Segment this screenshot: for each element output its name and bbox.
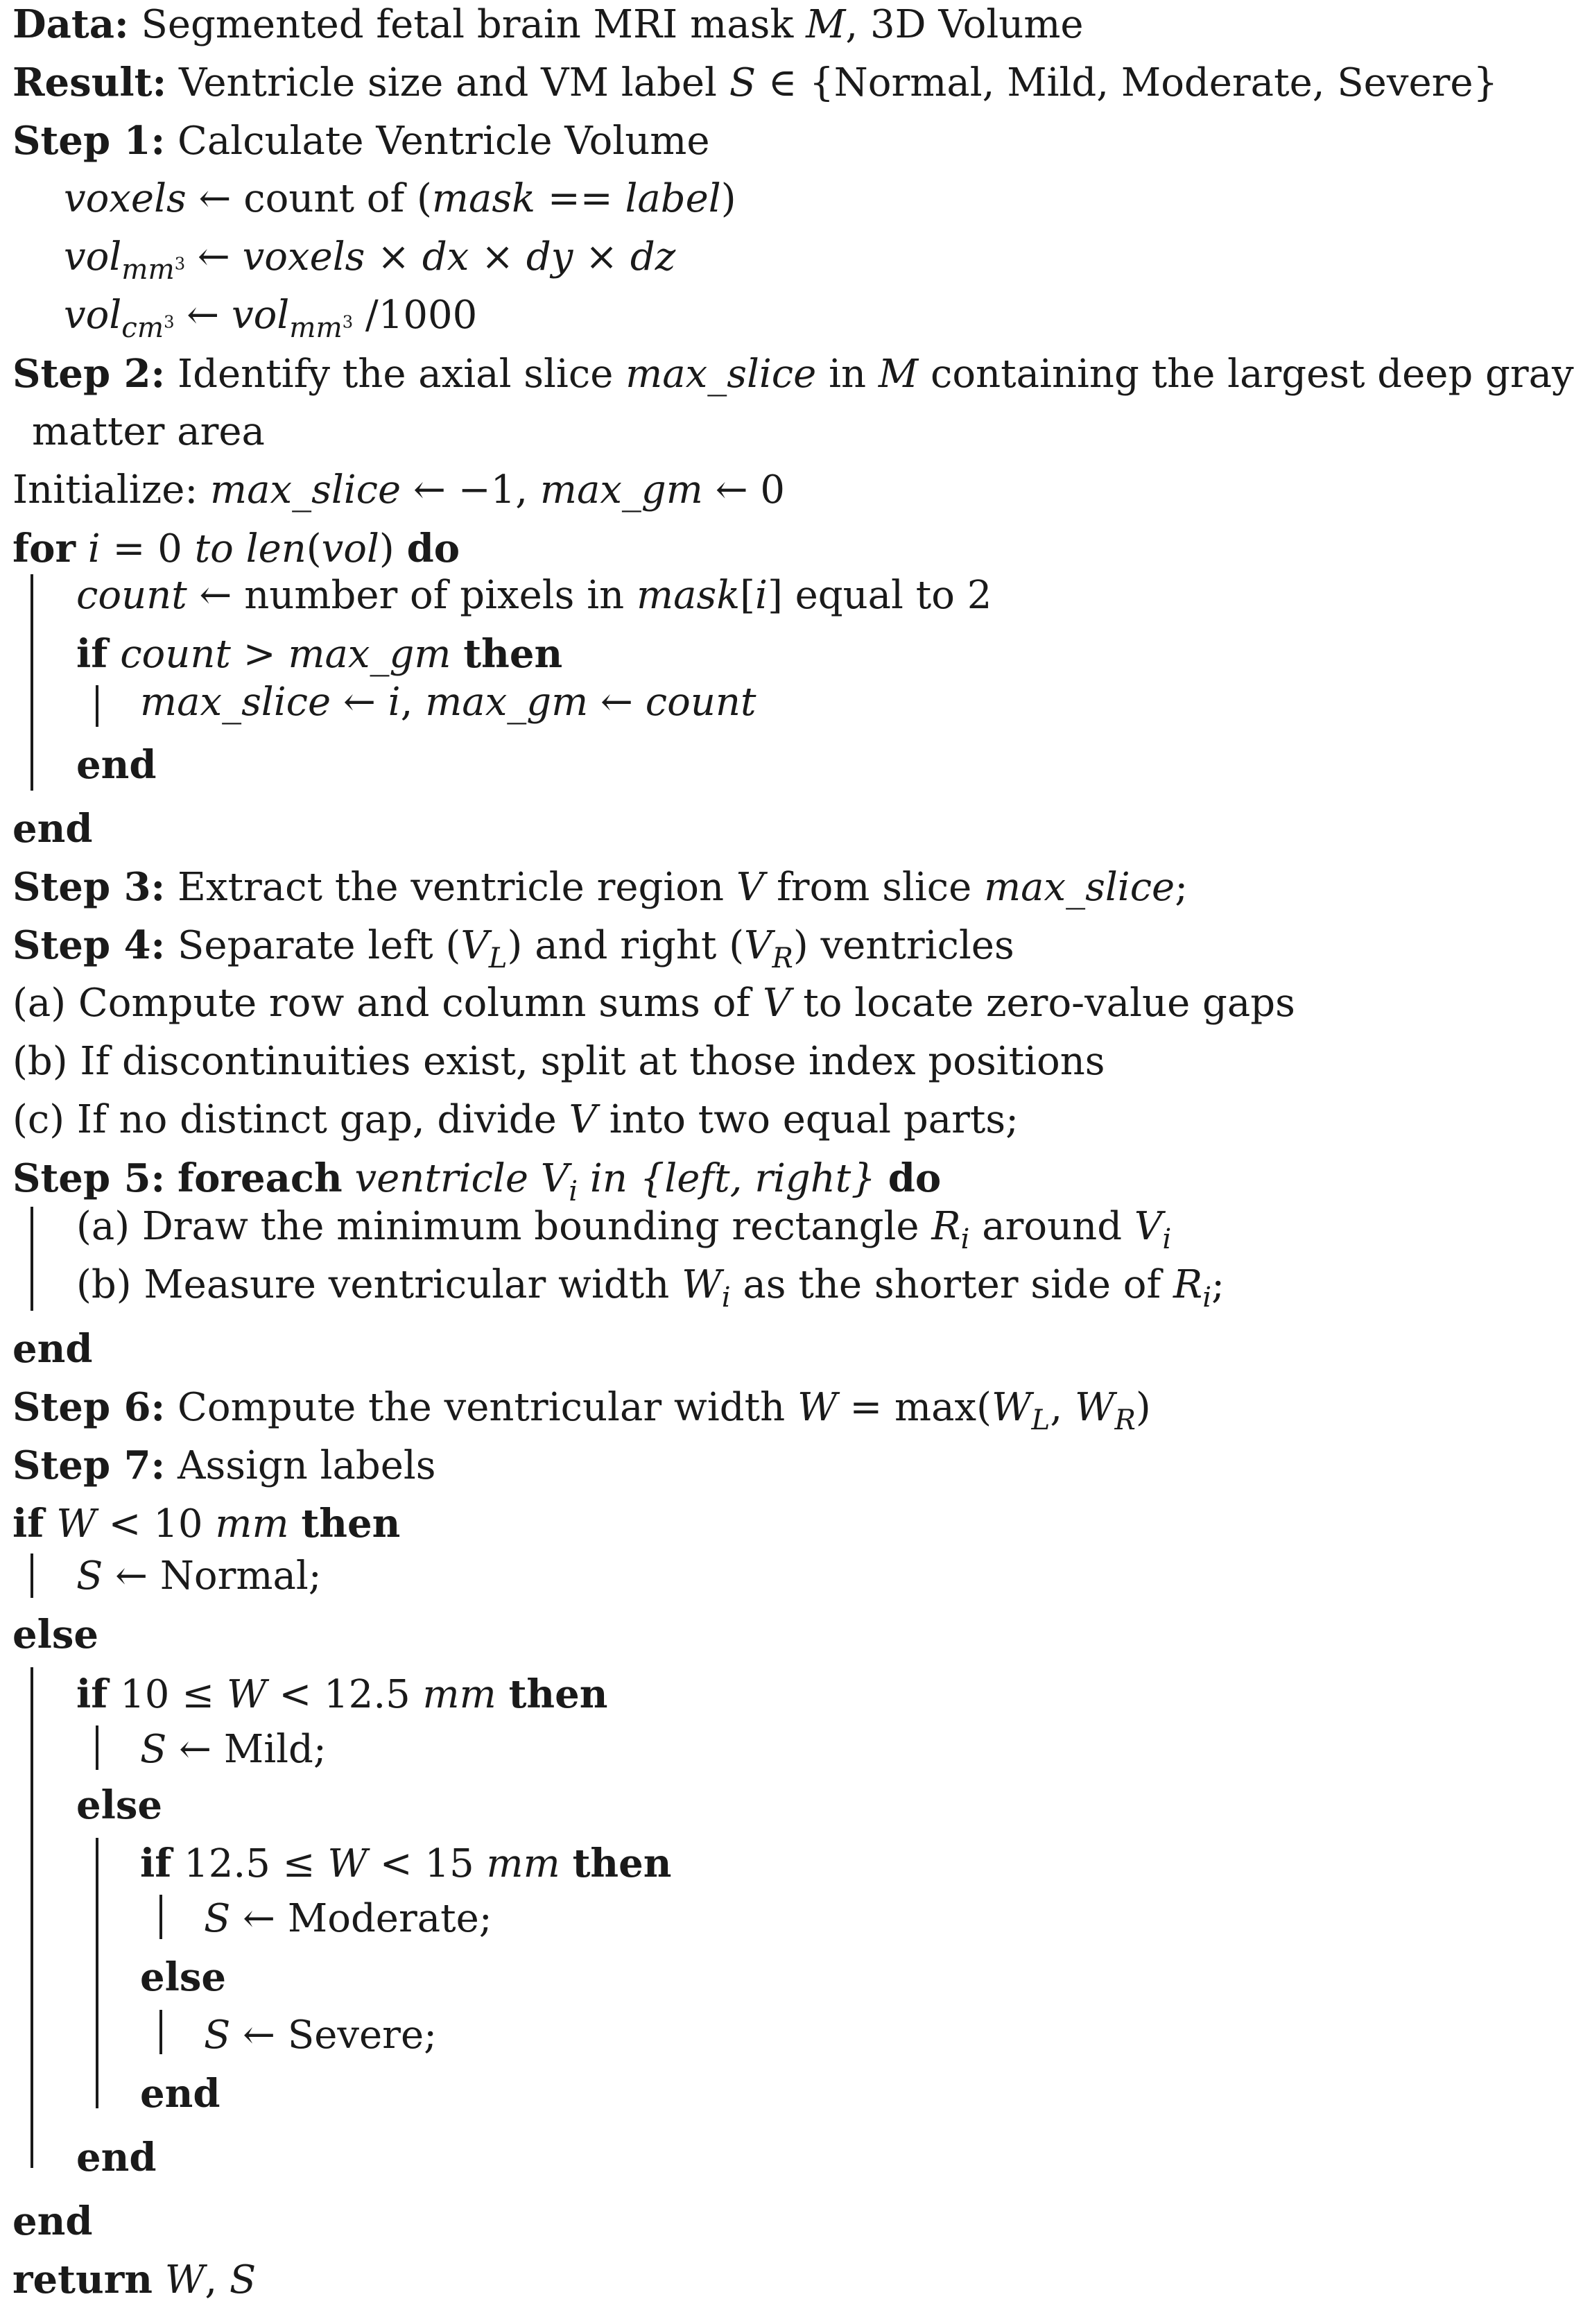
foreach-body-bar — [31, 1207, 33, 1311]
end3-keyword: end — [140, 2071, 220, 2117]
result-keyword: Result: — [12, 60, 167, 105]
if-body-bar — [96, 685, 98, 727]
if1-then-keyword: then — [301, 1501, 401, 1547]
step4-line: Step 4: Separate left $(V_L)$ and right $(V_R)$ ventricles — [12, 922, 1014, 974]
step2-text-b: matter area — [32, 409, 265, 454]
step2-label: Step 2: — [12, 351, 166, 397]
step1-voxels-line: voxels ← count of (mask == label) — [64, 176, 736, 221]
if2-then-keyword: then — [508, 1671, 608, 1717]
if3-body-bar — [159, 1895, 162, 1939]
else3-body-bar — [159, 2010, 162, 2054]
step5a-line: (a) Draw the minimum bounding rectangle $R_i$ around $V_i$ — [76, 1204, 1172, 1255]
for-line: for i = 0 to len(vol) do — [12, 526, 460, 571]
init-line: Initialize: max_slice ← −1, max_gm ← 0 — [12, 467, 786, 513]
else1-body-bar — [31, 1667, 33, 2168]
else3-keyword: else — [140, 1954, 227, 2000]
step7-line — [12, 1441, 436, 1490]
count-line: count ← number of pixels in mask[i] equal to 2 — [76, 573, 992, 618]
step2-cont-line — [32, 408, 265, 456]
if-count-line: if count > max_gm then — [76, 631, 563, 677]
if1-line: if W < 10 mm then — [12, 1501, 401, 1547]
if2-line: if 10 ≤ W < 12.5 mm then — [76, 1671, 608, 1717]
end2-line — [76, 2133, 157, 2183]
result-line: Result: Ventricle size and VM label S ∈ {Normal, Mild, Moderate, Severe} — [12, 60, 1498, 105]
step5-do-keyword: do — [888, 1155, 942, 1201]
if2-body-bar — [96, 1725, 98, 1770]
if2-keyword: if — [76, 1671, 108, 1717]
step7-text: Assign labels — [178, 1443, 436, 1488]
end-foreach-keyword: end — [12, 1326, 93, 1372]
if1-keyword: if — [12, 1501, 44, 1547]
step4c-line: (c) If no distinct gap, divide V into two equal parts; — [12, 1097, 1019, 1142]
step2-line: Step 2: Identify the axial slice max_slice in M containing the largest deep gray — [12, 351, 1574, 397]
end1-keyword: end — [12, 2198, 93, 2244]
step1-volcm3-line: vol$_{cm^3}$ ← vol$_{mm^3}$ /1000 — [64, 293, 478, 344]
for-keyword: for — [12, 526, 76, 571]
step4a-line: (a) Compute row and column sums of V to locate zero-value gaps — [12, 981, 1295, 1026]
return-line: return W, S — [12, 2257, 257, 2303]
for-body-bar — [31, 574, 33, 791]
step6-line: Step 6: Compute the ventricular width $W = \max(W_L$, $W_R$) — [12, 1384, 1151, 1436]
end-foreach-line — [12, 1325, 93, 1374]
step1-line — [12, 117, 710, 166]
step5-label: Step 5: — [12, 1155, 166, 1201]
return-keyword: return — [12, 2257, 153, 2303]
end-for-line — [12, 804, 93, 854]
else2-keyword: else — [76, 1782, 163, 1828]
data-line: Data: Segmented fetal brain MRI mask M, 3D Volume — [12, 1, 1084, 47]
else1-keyword: else — [12, 1612, 99, 1658]
step6-label: Step 6: — [12, 1384, 166, 1430]
end1-line — [12, 2197, 93, 2246]
step4b-text: (b) If discontinuities exist, split at those index positions — [12, 1039, 1105, 1084]
step3-line: Step 3: Extract the ventricle region V from slice max_slice; — [12, 864, 1188, 910]
else3-line — [140, 1953, 226, 2002]
step5b-line: (b) Measure ventricular width $W_i$ as the shorter side of $R_i$; — [76, 1262, 1225, 1314]
step4-label: Step 4: — [12, 922, 166, 968]
step3-label: Step 3: — [12, 864, 166, 910]
end-inner-line — [76, 741, 157, 790]
then-keyword: then — [463, 631, 563, 677]
step1-volmm3-line: vol$_{mm^3}$ ← voxels × dx × dy × dz — [64, 234, 676, 286]
if3-then-keyword: then — [572, 1841, 672, 1886]
moderate-line: S ← Moderate; — [204, 1896, 492, 1941]
step1-label: Step 1: — [12, 118, 166, 164]
else2-line — [76, 1781, 162, 1830]
assign-line: max_slice ← i, max_gm ← count — [140, 680, 756, 725]
end2-keyword: end — [76, 2135, 157, 2180]
if3-keyword: if — [140, 1841, 172, 1886]
end-inner-keyword: end — [76, 742, 157, 788]
if3-line: if 12.5 ≤ W < 15 mm then — [140, 1841, 672, 1886]
foreach-keyword: foreach — [178, 1155, 343, 1201]
if1-body-bar — [31, 1553, 33, 1598]
step5-line: Step 5: foreach ventricle $V_i$ in {left, right} do — [12, 1155, 942, 1207]
if-keyword: if — [76, 631, 108, 677]
step1-text: Calculate Ventricle Volume — [178, 119, 710, 164]
end-for-keyword: end — [12, 806, 93, 852]
step7-label: Step 7: — [12, 1443, 166, 1488]
else2-body-bar — [96, 1838, 98, 2108]
severe-line: S ← Severe; — [204, 2013, 437, 2058]
do-keyword: do — [406, 526, 460, 571]
data-keyword: Data: — [12, 1, 129, 47]
else1-line — [12, 1610, 98, 1660]
step4b-line — [12, 1038, 1105, 1086]
normal-line: S ← Normal; — [76, 1553, 322, 1599]
end3-line — [140, 2069, 220, 2119]
mild-line: S ← Mild; — [140, 1727, 327, 1772]
